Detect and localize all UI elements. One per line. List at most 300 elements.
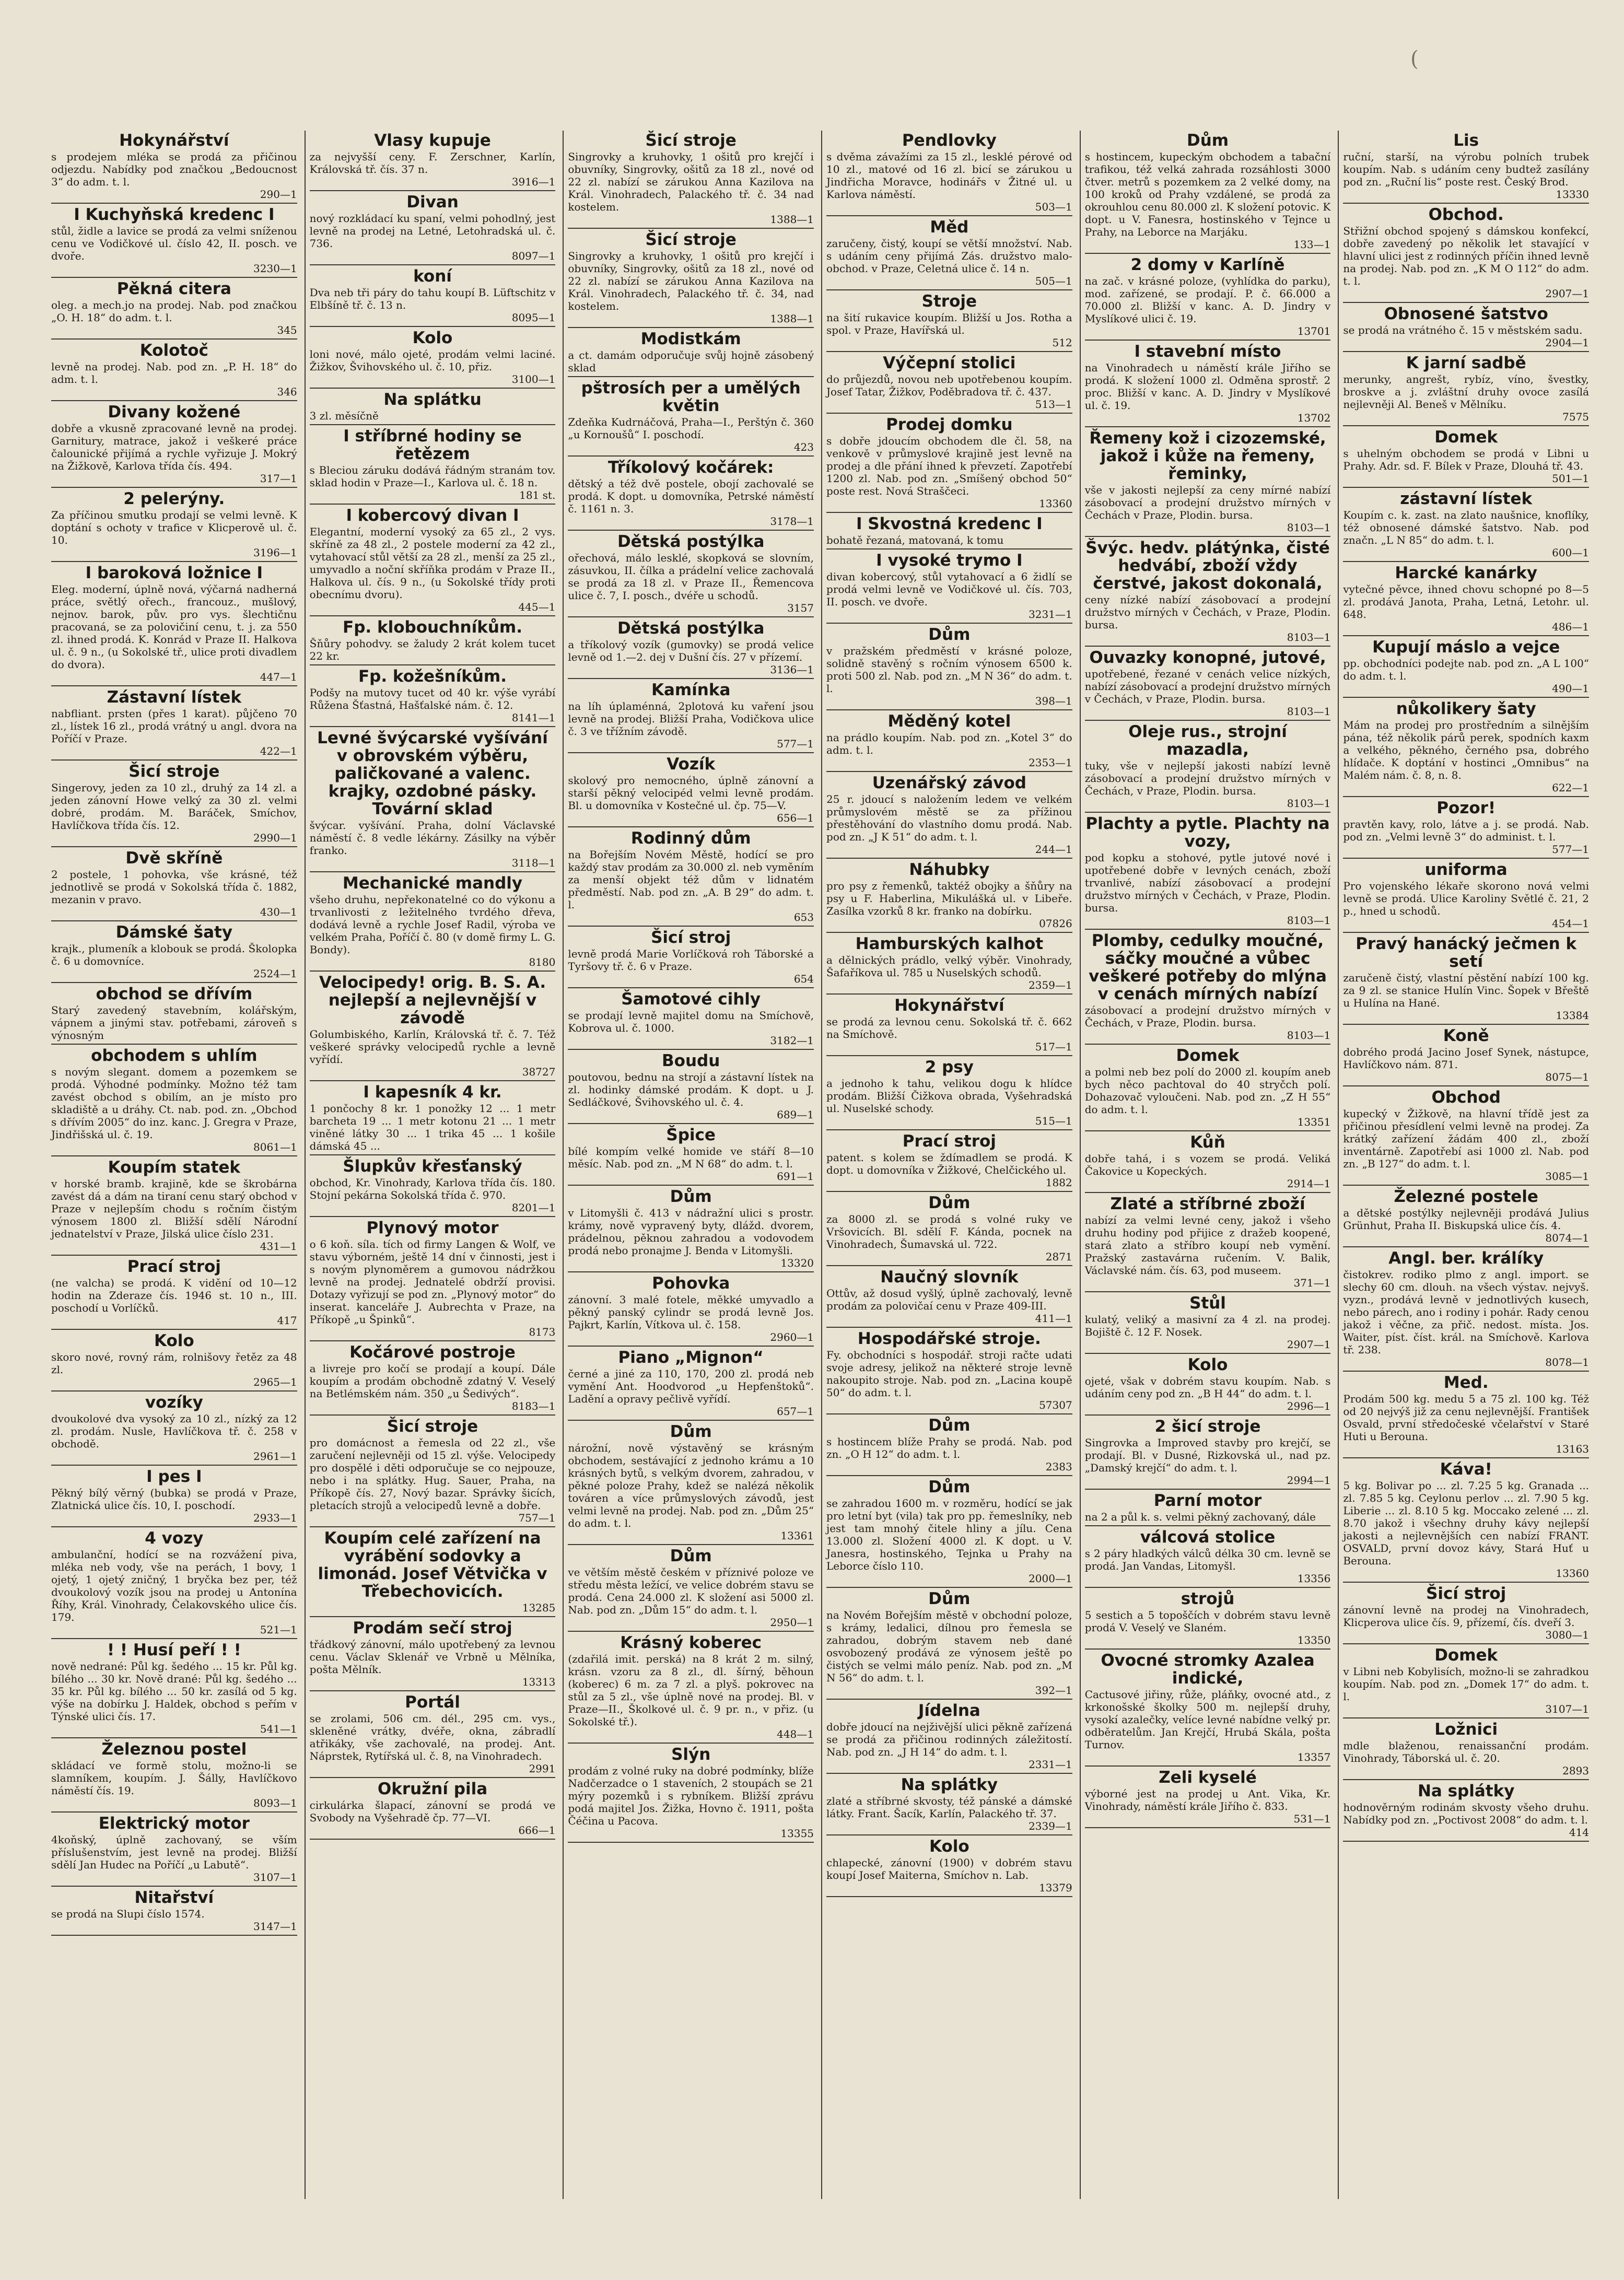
- ad-code: 445—1: [518, 601, 556, 613]
- ad-text: merunky, angrešt, rybíz, víno, švestky, broskve a j. zvláštní druhy ovoce zasílá nejlevněji Al. Beneš v Mělníku.: [1343, 373, 1590, 411]
- classified-ad: [568, 533, 814, 617]
- ad-text: zlaté a stříbrné skvosty, též pánské a dámské látky. Frant. Šacík, Karlín, Palackého tř. 37.: [826, 1795, 1072, 1820]
- ad-heading: Boudu: [662, 1051, 720, 1070]
- classified-ad: [1343, 305, 1589, 352]
- ad-code: 417: [277, 1314, 297, 1327]
- ad-heading: Řemeny kož i cizozemské, jakož i kůže na řemeny, řeminky,: [1089, 429, 1326, 483]
- ad-code: 13313: [522, 1676, 556, 1688]
- ad-column-3: [563, 131, 818, 2199]
- ad-code: 447—1: [260, 671, 297, 683]
- ad-code: 8075—1: [1545, 1071, 1590, 1083]
- ad-heading: Šicí stroje: [645, 131, 737, 150]
- classified-ad: [826, 1702, 1072, 1774]
- ad-code: 2331—1: [1029, 1758, 1072, 1771]
- ad-code: 13361: [780, 1529, 814, 1542]
- ad-heading: válcová stolice: [1140, 1528, 1276, 1547]
- ad-heading: Šicí stroj: [1426, 1584, 1506, 1603]
- ad-heading: Plachty a pytle. Plachty na vozy,: [1085, 814, 1330, 851]
- ad-text: Zdeňka Kudrnáčová, Praha—I., Perštýn č. 360 „u Kornoušů“ I. poschodí.: [568, 416, 814, 441]
- ad-text: (ne valcha) se prodá. K vidění od 10—12 hodin na Zderaze čís. 1946 st. 10 n., III. poschodí u Vorlíčků.: [51, 1277, 297, 1314]
- ad-code: 13356: [1297, 1572, 1331, 1585]
- ad-heading: Pozor!: [1436, 799, 1496, 817]
- ad-heading: K jarní sadbě: [1406, 354, 1526, 372]
- classified-ad: [51, 206, 297, 278]
- ad-heading: Harcké kanárky: [1395, 564, 1538, 582]
- classified-ad: [1343, 799, 1589, 859]
- ad-text: černé a jiné za 110, 170, 200 zl. prodá neb vymění Ant. Hoodvorod „u Hepfenštoků“. Ladění a opravy pečlivě vyřídí.: [568, 1367, 814, 1405]
- ad-code: 653: [793, 911, 814, 923]
- classified-ad: [826, 1478, 1072, 1588]
- ad-text: prodám z volné ruky na dobré podmínky, blíže Nadčerzadce o 1 staveních, 2 stoupách se 21 mýry pozemků i s rybníkem. Bližší zprávu podá majitel Jos. Žižka, Hovno č. 1911, pošta Čéčina u Pacova.: [568, 1764, 814, 1827]
- ad-heading: Dámské šaty: [115, 923, 233, 942]
- ad-text: v horské bramb. krajině, kde se škrobárna zavést dá a dám na tiraní cenu starý obchod v Praze v nejlepším chodu s ročním čistým výnosem 1800 zl. Bližší sdělí Národní jednatelství v Praze, Jilská ulice číslo 231.: [51, 1177, 297, 1240]
- ad-text: nově nedrané: Půl kg. šedého ... 15 kr. Půl kg. bílého ... 30 kr. Nově drané: Půl kg. šedého ... 35 kr. Půl kg. bílého ... 50 kr. zasílá od 5 kg. výše na dobírku J. Haldek, obchod s peřím v Týnské ulici čís. 17.: [51, 1660, 297, 1723]
- ad-heading: Plynový motor: [366, 1219, 499, 1237]
- classified-ad: [568, 1052, 814, 1124]
- ad-text: dobře tahá, i s vozem se prodá. Veliká Čakovice u Kopeckých.: [1084, 1152, 1331, 1177]
- ad-code: 2994—1: [1287, 1474, 1331, 1487]
- ad-text: na Bořejším Novém Městě, hodící se pro každý stav prodám za 30.000 zl. neb vyměním za menší objekt též dům v lidnatém předměstí. Nab. pod zn. „A. B 29“ do adm. t. l.: [568, 848, 814, 911]
- ad-text: s Bleciou záruku dodává řádným stranám tov. sklad hodin v Praze—I., Karlova ul. č. 18 n.: [309, 464, 556, 489]
- ad-text: Koupím c. k. zast. na zlato naušnice, knoflíky, též obnosené dámské šatstvo. Nab. pod značn. „L N 85“ do adm. t. l.: [1343, 509, 1590, 546]
- ad-code: 3182—1: [770, 1034, 814, 1047]
- classified-ad: [51, 923, 297, 983]
- ad-heading: Vozík: [667, 755, 716, 774]
- ad-code: 3080—1: [1545, 1629, 1590, 1641]
- ad-text: pro domácnost a řemesla od 22 zl., vše zaručení nejlevněji od 15 zl. výše. Velocipedy pro dospělé i děti odporučuje se co nejpouze, nebo i na splátky. Hug. Sauer, Praha, na Příkopě čís. 27, Nový bazar. Správky šicích, pletacích strojů a velocipedů levně a dobře.: [309, 1436, 556, 1512]
- page-mark: (: [1410, 47, 1419, 71]
- classified-ad: [51, 763, 297, 847]
- ad-text: čistokrev. rodiko plmo z angl. import. se slechy 60 cm. dlouh. na všech výstav. nejvyš. vyzn., prodává levně v jednotlivých kusech, nebo párech, ano i rodiny i pohár. Rady cenou jakož i věčne, za přič. nedost. místa. Jos. Waiter, píst. číst. král. na Smíchově. Karlova tř. 238.: [1343, 1268, 1590, 1356]
- ad-code: 07826: [1039, 917, 1072, 930]
- ad-heading: 2 psy: [925, 1058, 974, 1077]
- ad-text: Fy. obchodníci s hospodář. stroji račte udati svoje adresy, jelikož na některé stroje levně nakoupito stroje. Nab. pod zn. „Lacina koupě 50“ do adm. t. l.: [826, 1349, 1072, 1399]
- ad-heading: Hospodářské stroje.: [857, 1329, 1041, 1348]
- ad-text: dobře a vkusně zpracované levně na prodej. Garnitury, matrace, jakož i veškeré práce čalounické přijímá a rychle vyřizuje J. Mokrý na Žižkově, Karlova třída čís. 494.: [51, 422, 297, 472]
- classified-ad: [826, 1058, 1072, 1130]
- ad-code: 8183—1: [511, 1400, 556, 1412]
- classified-ad: [51, 1159, 297, 1256]
- ad-text: Eleg. moderní, úplně nová, výčarná nadherná práce, světlý ořech., francouz., mušlový, nejnov. barok, pův. pro vys. šlechtičnu pracovaná, se za polovičiní cenu, t. j. za 550 zl. ihned prodá. K. Konrád v Praze II. Halkova ul. č. 9 n., (u Sokolské tř., ulice proti divadlem do dvora).: [51, 583, 297, 671]
- ad-heading: Pohovka: [652, 1274, 730, 1293]
- classified-ad: [1085, 256, 1331, 341]
- ad-heading: Koupím statek: [108, 1158, 241, 1177]
- ad-code: 8103—1: [1287, 631, 1331, 644]
- ad-heading: Slýn: [671, 1745, 711, 1764]
- classified-ad: [51, 490, 297, 562]
- ad-code: 392—1: [1035, 1684, 1072, 1697]
- ad-code: 8201—1: [511, 1201, 556, 1214]
- ad-text: ojeté, však v dobrém stavu koupím. Nab. s udáním ceny pod zn. „B H 44“ do adm. t. l.: [1084, 1375, 1331, 1400]
- ad-heading: I pes I: [146, 1467, 202, 1486]
- ad-heading: Dům: [928, 1416, 971, 1435]
- classified-ad: [310, 974, 556, 1081]
- ad-code: 486—1: [1552, 621, 1590, 633]
- ad-heading: nůkolikery šaty: [1396, 699, 1536, 718]
- ad-text: skoro nové, rovný rám, rolnišovy řetěz za 48 zl.: [51, 1351, 297, 1376]
- ad-text: se prodá na vrátného č. 15 v městském sadu.: [1343, 324, 1583, 336]
- ad-heading: Dům: [670, 1422, 712, 1441]
- classified-ad: [568, 132, 814, 229]
- ad-heading: uniforma: [1424, 860, 1508, 879]
- ad-text: na prádlo koupím. Nab. pod zn. „Kotel 3“ do adm. t. l.: [826, 731, 1072, 756]
- ad-text: hodnověrným rodinám skvosty všeho druhu. Nabídky pod zn. „Poctivost 2008“ do adm. t. l.: [1343, 1801, 1590, 1826]
- ad-text: třádkový zánovní, málo upotřebený za levnou cenu. Václav Sklenář ve Vrbně u Mělníka, pošta Mělník.: [309, 1638, 556, 1676]
- classified-ad: [51, 1047, 297, 1156]
- ad-text: s novým slegant. domem a pozemkem se prodá. Výhodné podmínky. Možno též tam zavést obchod s obilím, an je místo pro skladiště a u dráhy. Ct. nab. pod. zn. „Obchod s dřívím 2005“ do inz. kanc. J. Gregra v Praze, Jindřišská ul. č. 19.: [51, 1066, 297, 1141]
- classified-ads-page: [47, 131, 1593, 2199]
- ad-text: do průjezdů, novou neb upotřebenou koupím. Josef Tatar, Žižkov, Poděbradova tř. č. 437.: [826, 373, 1072, 398]
- classified-ad: [310, 874, 556, 972]
- ad-text: bohatě řezaná, matovaná, k tomu: [826, 534, 1004, 546]
- ad-text: se prodá na Slupi číslo 1574.: [51, 1908, 205, 1920]
- ad-heading: obchod se dřívím: [96, 985, 253, 1003]
- ad-code: 8103—1: [1287, 1029, 1331, 1042]
- classified-ad: [310, 267, 556, 327]
- ad-code: 345: [277, 324, 297, 336]
- ad-heading: Pendlovky: [902, 131, 997, 150]
- ad-text: Singrovky a kruhovky, 1 ošitů pro krejčí i obuvníky, Singrovky, ošitů za 18 zl., nové od 22 zl. nabízí se zárukou Anna Kazilova na Král. Vinohradech, Palackého tř. č. 34 nad kostelem.: [568, 150, 814, 213]
- ad-code: 657—1: [777, 1405, 814, 1418]
- ad-heading: strojů: [1181, 1589, 1235, 1608]
- ad-text: zásobovací a prodejní družstvo mírných v Čechách, v Praze, Plodin. bursa.: [1084, 1004, 1331, 1029]
- classified-ad: [310, 1343, 556, 1416]
- ad-text: Cactusové jiřiny, růže, pláňky, ovocné atd., z krkonošské školky 500 m. nejlepší druhy, vysokí azalečky, velíce levné nabídne velký pr. odběratelům. Jan Krejčí, Hrubá Skála, pošta Turnov.: [1084, 1688, 1331, 1751]
- ad-heading: Měděný kotel: [887, 712, 1011, 731]
- ad-code: 8103—1: [1287, 521, 1331, 534]
- ad-heading: Dům: [670, 1547, 712, 1565]
- classified-ad: [310, 507, 556, 616]
- ad-code: 423: [793, 441, 814, 453]
- classified-ad: [826, 515, 1072, 549]
- ad-text: na líh úplaménná, 2plotová ku vaření jsou levně na prodej. Bližší Praha, Vodičkova ulice č. 3 ve třížním závodě.: [568, 700, 814, 738]
- ad-heading: I kapesník 4 kr.: [363, 1083, 502, 1102]
- classified-ad: [310, 329, 556, 389]
- classified-ad: [1343, 935, 1589, 1025]
- classified-ad: [826, 1330, 1072, 1414]
- ad-code: 2000—1: [1029, 1572, 1072, 1585]
- classified-ad: [310, 193, 556, 265]
- classified-ad: [51, 1529, 297, 1639]
- ad-text: na Vinohradech u náměstí krále Jiřího se prodá. K složení 1000 zl. Odměna sprostř. 2 proc. Bližší v kanc. A. D. Jindry v Myslíkové ul. č. 19.: [1084, 361, 1331, 412]
- classified-ad: [826, 293, 1072, 352]
- classified-ad: [1343, 428, 1589, 488]
- ad-heading: I stavební místo: [1134, 342, 1281, 361]
- ad-text: levně na prodej. Nab. pod zn. „P. H. 18“ do adm. t. l.: [51, 360, 297, 385]
- ad-code: 13330: [1556, 188, 1590, 201]
- classified-ad: [1343, 1721, 1589, 1780]
- ad-heading: Hokynářství: [894, 996, 1004, 1015]
- ad-heading: Pravý hanácký ječmen k setí: [1356, 934, 1577, 971]
- ad-text: nárožní, nově výstavěný se krásným obchodem, sestávající z jednoho krámu a 10 krásných bytů, s velkým dvorem, zahradou, v pěkné poloze Prahy, kdež se nalézá několik továren a více průmyslových závodů, jest velmi levně na prodej. Nab. pod zn. „Dům 25“ do adm. t. l.: [568, 1442, 814, 1529]
- ad-code: 422—1: [260, 745, 297, 757]
- ad-text: s dobře jdoucím obchodem dle čl. 58, na venkově v průmyslové krajině jest levně na prodej a dle přání ihned k převzetí. Zapotřebí 1200 zl. Nab. pod zn. „Smíšený obchod 50“ poste rest. Nová Straščeci.: [826, 435, 1072, 497]
- ad-code: 8078—1: [1545, 1356, 1590, 1369]
- ad-heading: zástavní lístek: [1400, 489, 1533, 508]
- ad-text: vytečné pěvce, ihned chovu schopné po 8—5 zl. prodává Janota, Praha, Letná, Letohr. ul. 648.: [1343, 583, 1590, 621]
- ad-code: 541—1: [260, 1723, 297, 1735]
- ad-heading: I vysoké trymo I: [876, 551, 1023, 570]
- ad-code: 398—1: [1035, 695, 1072, 707]
- classified-ad: [310, 132, 556, 191]
- ad-text: se zahradou 1600 m. v rozměru, hodící se jak pro letní byt (vila) tak pro pp. řemeslníky, neb jest tam mnohý čitele hliny a jílu. Cena 13.000 zl. Složení 4000 zl. K dopt. u V. Janesra, hostinského, Tejnka u Prahy na Leborce číslo 110.: [826, 1497, 1072, 1572]
- classified-ad: [310, 427, 556, 505]
- ad-text: 3 zl. měsíčně: [309, 410, 379, 422]
- classified-ad: [826, 1838, 1072, 1897]
- classified-ad: [568, 1634, 814, 1744]
- ad-code: 505—1: [1035, 275, 1072, 287]
- ad-code: 2353—1: [1029, 756, 1072, 769]
- ad-heading: Kupují máslo a vejce: [1372, 638, 1560, 657]
- ad-text: 5 kg. Bolivar po ... zl. 7.25 5 kg. Granada ... zl. 7.85 5 kg. Ceylonu perlov ... zl. 7.90 5 kg. Liberie ... zl. 8.10 5 kg. Moccako zelené ... zl. 8.70 jakož i všechny druhy kávy nejlepší jakosti a nejlevnějších cen nabízí FRANT. OSVALD, první dovoz kávy, Stará Huť u Berouna.: [1343, 1479, 1590, 1567]
- classified-ad: [1085, 429, 1331, 537]
- ad-text: Ottův, až dosud vyšlý, úplně zachovalý, levně prodám za polovičaí cenu v Praze 409-III.: [826, 1287, 1072, 1312]
- classified-ad: [1085, 932, 1331, 1045]
- ad-text: v Litomyšli č. 413 v nádražní ulici s prostr. krámy, nově vypravený byty, dlážd. dvorem, prádelnou, pěknou zahradou a vodovodem prodá nebo pronajme J. Benda v Litomyšli.: [568, 1207, 814, 1257]
- classified-ad: [310, 668, 556, 727]
- ad-code: 2907—1: [1545, 287, 1590, 300]
- ad-code: 3916—1: [511, 176, 556, 188]
- classified-ad: [826, 1776, 1072, 1835]
- ad-code: 448—1: [777, 1728, 814, 1740]
- ad-heading: Na splátku: [383, 390, 482, 409]
- ad-code: 2524—1: [253, 967, 297, 980]
- ad-text: 1 pončochy 8 kr. 1 ponožky 12 ... 1 metr barcheta 19 ... 1 metr kotonu 21 ... 1 metr viněné látky 30 ... 1 trika 45 ... 1 košile dámská 45 ...: [309, 1102, 556, 1152]
- ad-code: 8103—1: [1287, 914, 1331, 927]
- ad-heading: Med.: [1443, 1373, 1489, 1392]
- ad-text: Podšy na mutovy tucet od 40 kr. výše vyrábí Růžena Šťastná, Hašťalské nám. č. 12.: [309, 686, 556, 711]
- ad-code: 430—1: [260, 906, 297, 918]
- ad-code: 515—1: [1035, 1115, 1072, 1127]
- classified-ad: [568, 1275, 814, 1347]
- ad-text: s hostincem, kupeckým obchodem a tabační trafikou, též velká zahrada rozsáhlosti 3000 čtver. metrů s pozemkem za 2 velké domy, na 100 kroků od Prahy vzdálené, se prodá za okrouhlou cenu 80.000 zl. K složení potovic. K dopt. u V. Fanesra, hostinského v Tejnce u Prahy, na Leborce na Marjáku.: [1084, 150, 1331, 238]
- ad-heading: 2 šicí stroje: [1154, 1417, 1261, 1436]
- ad-heading: 2 domy v Karlíně: [1130, 255, 1285, 274]
- ad-column-1: [47, 131, 301, 2199]
- classified-ad: [310, 391, 556, 425]
- ad-heading: Kůň: [1190, 1133, 1225, 1152]
- classified-ad: [51, 1641, 297, 1738]
- classified-ad: [1343, 1027, 1589, 1086]
- classified-ad: [568, 619, 814, 679]
- ad-text: kulatý, veliký a masivní za 4 zl. na prodej. Bojiště č. 12 F. Nosek.: [1084, 1313, 1331, 1338]
- classified-ad: [51, 132, 297, 204]
- ad-text: divan kobercový, stůl vytahovací a 6 židlí se prodá velmi levně ve Vodičkové ul. čís. 703, II. posch. ve dvoře.: [826, 570, 1072, 608]
- ad-code: 8097—1: [511, 250, 556, 262]
- classified-ad: [568, 681, 814, 753]
- ad-text: oleg. a mech.jo na prodej. Nab. pod značkou „O. H. 18“ do adm. t. l.: [51, 299, 297, 324]
- classified-ad: [1085, 1133, 1331, 1193]
- ad-heading: Krásný koberec: [620, 1633, 762, 1652]
- ad-code: 2990—1: [253, 832, 297, 844]
- ad-code: 2893: [1562, 1764, 1590, 1777]
- ad-heading: Zlaté a stříbrné zboží: [1110, 1195, 1305, 1213]
- ad-heading: Dům: [928, 1194, 971, 1212]
- ad-heading: Elektrický motor: [98, 1814, 250, 1833]
- classified-ad: [310, 1157, 556, 1217]
- classified-ad: [310, 1219, 556, 1341]
- ad-heading: Velocipedy! orig. B. S. A. nejlepší a nejlevnější v závodě: [319, 973, 546, 1027]
- ad-code: 2950—1: [770, 1616, 814, 1629]
- ad-code: 13701: [1297, 325, 1331, 337]
- ad-text: ambulanční, hodící se na rozvážení piva, mléka neb vody, vše na perách, 1 bovy, 1 ojetý, 1 ojetý zničný, 1 bryčka bez per, též dvoukolový vozík jsou na prodej u Antonína Říhy, Král. Vinohrady, Čelakovského ulice čís. 179.: [51, 1548, 297, 1623]
- ad-heading: Stůl: [1189, 1294, 1226, 1313]
- classified-ad: [1343, 700, 1589, 797]
- classified-ad: [826, 218, 1072, 290]
- ad-text: dětský a též dvě postele, obojí zachovalé se prodá. K dopt. u domovníka, Petrské náměstí č. 1161 n. 3.: [568, 477, 814, 515]
- classified-ad: [1085, 1195, 1331, 1292]
- ad-heading: Kamínka: [651, 681, 731, 699]
- ad-code: 8103—1: [1287, 797, 1331, 810]
- classified-ad: [1343, 1646, 1589, 1718]
- ad-text: 4koňský, úplně zachovaný, se vším příslušenstvím, jest levně na prodej. Bližší sdělí Jan Hudec na Poříčí „u Labutě“.: [51, 1833, 297, 1871]
- ad-code: 517—1: [1035, 1040, 1072, 1053]
- ad-heading: Obchod: [1431, 1088, 1501, 1107]
- classified-ad: [568, 929, 814, 988]
- ad-heading: vozíky: [145, 1393, 203, 1412]
- ad-text: pravtěn kavy, rolo, látve a j. se prodá. Nab. pod zn. „Velmi levně 3“ do administ. t. l.: [1343, 818, 1590, 843]
- ad-text: Elegantní, moderní vysoký za 65 zl., 2 vys. skříně za 48 zl., 2 postele moderní za 42 zl., vytahovací stůl větší za 28 zl., menší za 25 zl., umyvadlo a noční skříňka prodám v Praze II., Halkova ul. čís. 9 n., (u Sokolské třídy proti obecnímu dvoru).: [309, 525, 556, 601]
- classified-ad: [568, 1349, 814, 1421]
- ad-text: obchod, Kr. Vinohrady, Karlova třída čís. 180. Stojní pekárna Sokolská třída č. 970.: [309, 1176, 556, 1201]
- ad-code: 8180: [529, 956, 556, 968]
- ad-code: 3136—1: [770, 663, 814, 676]
- ad-heading: Prací stroj: [127, 1257, 221, 1276]
- classified-ad: [1343, 1374, 1589, 1458]
- ad-text: 25 r. jdoucí s naložením ledem ve velkém průmyslovém městě se za přížinou přestěhování do vlastního domu prodá. Nab. pod zn. „J K 51“ do adm. t. l.: [826, 793, 1072, 843]
- classified-ad: [826, 1590, 1072, 1700]
- classified-ad: [568, 1547, 814, 1632]
- ad-code: 2933—1: [253, 1512, 297, 1524]
- classified-ad: [1343, 1249, 1589, 1372]
- ad-code: 689—1: [777, 1108, 814, 1121]
- ad-code: 290—1: [260, 188, 297, 201]
- classified-ad: [51, 1740, 297, 1813]
- ad-heading: Šicí stroje: [128, 762, 220, 781]
- ad-code: 13285: [522, 1601, 556, 1614]
- classified-ad: [51, 849, 297, 921]
- ad-code: 2991: [529, 1762, 556, 1775]
- classified-ad: [568, 990, 814, 1050]
- classified-ad: [1343, 1782, 1589, 1842]
- ad-text: nabfliant. prsten (přes 1 karat). půjčeno 70 zl., lístek 16 zl., prodá vrátný u angl. dvora na Poříčí v Praze.: [51, 707, 297, 745]
- ad-text: švýcar. vyšívání. Praha, dolní Václavské náměstí č. 8 vedle lékárny. Zásilky na výběr franko.: [309, 819, 556, 857]
- classified-ad: [568, 829, 814, 927]
- ad-heading: Obnosené šatstvo: [1384, 305, 1548, 323]
- ad-text: 5 sestich a 5 topoščích v dobrém stavu levně prodá V. Veselý ve Slaném.: [1084, 1609, 1331, 1634]
- ad-heading: Švýc. hedv. plátýnka, čisté hedvábí, zboží vždy čerstvé, jakost dokonalá,: [1085, 539, 1330, 593]
- ad-heading: Fp. klobouchníkům.: [343, 618, 522, 637]
- ad-code: 8074—1: [1545, 1232, 1590, 1244]
- classified-ad: [51, 403, 297, 488]
- ad-code: 8095—1: [511, 311, 556, 324]
- ad-code: 2914—1: [1287, 1177, 1331, 1190]
- ad-code: 2339—1: [1029, 1820, 1072, 1832]
- classified-ad: [1343, 132, 1589, 204]
- classified-ad: [1085, 1652, 1331, 1767]
- ad-code: 7575: [1562, 411, 1590, 423]
- ad-heading: Dům: [928, 1478, 971, 1496]
- ad-code: 2904—1: [1545, 336, 1590, 349]
- ad-heading: Dům: [1186, 131, 1229, 150]
- ad-heading: Domek: [1434, 428, 1498, 447]
- ad-heading: Uzenářský závod: [872, 774, 1026, 792]
- classified-ad: [51, 342, 297, 401]
- ad-text: Střižní obchod spojený s dámskou konfekcí, dobře zavedený po několik let stavající v hlavní ulici jest z rodinných příčin ihned levně na prodej. Nab. pod zn. „K M O 112“ do adm. t. l.: [1343, 225, 1590, 287]
- ad-code: 3147—1: [253, 1920, 297, 1933]
- ad-heading: Dětská postýlka: [617, 619, 765, 638]
- ad-heading: Kočárové postroje: [349, 1343, 516, 1362]
- ad-code: 3107—1: [1545, 1703, 1590, 1715]
- ad-text: dobře jdoucí na nejživější ulici pěkně zařízená se prodá za přičinou rodinných záležitostí. Nab. pod zn. „J H 14“ do adm. t. l.: [826, 1721, 1072, 1758]
- ad-text: cirkulárka šlapací, zánovní se prodá ve Svobody na Vyšehradě čp. 77—VI.: [309, 1799, 556, 1824]
- ad-code: 512: [1052, 336, 1072, 349]
- ad-code: 431—1: [260, 1240, 297, 1253]
- ad-text: se zrolami, 506 cm. dél., 295 cm. vys., skleněné vrátky, dvéře, okna, zábradlí atřikáky, vše zachovalé, na prodej. Ant. Náprstek, Rytířská ul. č. 8, na Vinohradech.: [309, 1712, 556, 1762]
- ad-text: s dvěma závažími za 15 zl., lesklé pérové od 10 zl., matové od 16 zl. bicí se zárukou u Jindřicha Moravce, hodinářs v Žitné ul. u Karlova náměstí.: [826, 150, 1072, 201]
- ad-code: 622—1: [1552, 781, 1590, 794]
- ad-heading: ! ! Husí peří ! !: [107, 1641, 241, 1659]
- ad-code: 600—1: [1552, 546, 1590, 559]
- ad-code: 8173: [529, 1326, 556, 1338]
- ad-code: 3231—1: [1029, 608, 1072, 621]
- ad-text: nový rozkládací ku spaní, velmi pohodlný, jest levně na prodej na Letné, Letohradská ul. č. 736.: [309, 212, 556, 250]
- classified-ad: [51, 1258, 297, 1330]
- classified-ad: [1085, 539, 1331, 647]
- ad-code: 521—1: [260, 1623, 297, 1636]
- ad-text: patent. s kolem se ždímadlem se prodá. K dopt. u domovníka v Žižkové, Chelčického ul.: [826, 1151, 1072, 1176]
- classified-ad: [1085, 132, 1331, 254]
- ad-heading: Železnou postel: [101, 1740, 247, 1759]
- ad-code: 577—1: [777, 738, 814, 750]
- classified-ad: [1343, 206, 1589, 303]
- classified-ad: [310, 1693, 556, 1778]
- classified-ad: [310, 1418, 556, 1527]
- classified-ad: [826, 774, 1072, 859]
- ad-text: se prodá za levnou cenu. Sokolská tř. č. 662 na Smíchově.: [826, 1015, 1072, 1040]
- ad-code: 3157: [787, 602, 814, 614]
- classified-ad: [310, 1619, 556, 1691]
- ad-code: 371—1: [1293, 1277, 1331, 1289]
- ad-code: 2871: [1045, 1250, 1072, 1263]
- ad-code: 13320: [780, 1257, 814, 1269]
- ad-heading: Mechanické mandly: [342, 874, 523, 893]
- classified-ad: [1085, 1356, 1331, 1416]
- ad-text: poutovou, bednu na strojí a zástavní lístek na zl. hodinky dámské prodám. K dopt. u J. Sedláčkové, Švihovského ul. č. 4.: [568, 1071, 814, 1108]
- ad-text: chlapecké, zánovní (1900) v dobrém stavu koupí Josef Maiterna, Smíchov n. Lab.: [826, 1856, 1072, 1881]
- classified-ad: [1343, 861, 1589, 933]
- ad-code: 501—1: [1552, 472, 1590, 485]
- ad-text: Šňůry pohodvy. se žaludy 2 krát kolem tucet 22 kr.: [309, 637, 556, 662]
- classified-ad: [1085, 1047, 1331, 1131]
- ad-text: upotřebené, řezané v cenách velice nízkých, nabízí zásobovací a prodejní družstvo mírných v Čechách, v Praze, Plodin. bursa.: [1084, 668, 1331, 705]
- ad-code: 38727: [522, 1066, 556, 1078]
- ad-code: 3178—1: [770, 515, 814, 528]
- ad-text: ve větším městě českém v příznivé poloze ve středu města ležící, ve velice dobrém stavu se prodá. Cena 24.000 zl. K složení asi 5000 zl. Nab. pod zn. „Dům 15“ do adm. t. l.: [568, 1566, 814, 1616]
- ad-text: tuky, vše v nejlepší jakosti nabízí levně zásobovací a prodejní družstvo mírných v Čechách, v Praze, Plodin. bursa.: [1084, 759, 1331, 797]
- ad-heading: Hokynářství: [119, 131, 229, 150]
- ad-text: Starý zavedený stavebním, kolářským, vápnem a jinými stav. potřebami, zároveň s výnosným: [51, 1004, 297, 1042]
- ad-heading: Plomby, cedulky moučné, sáčky moučné a vůbec veškeré potřeby do mlýna v cenách mírných nabízí: [1089, 931, 1327, 1003]
- ad-text: Singrovka a Improved stavby pro krejčí, se prodají. Bl. v Dusné, Rizkovská ul., nad pz. „Damský krejčí“ do adm. t. l.: [1084, 1436, 1331, 1474]
- ad-text: levně prodá Marie Vorlíčková roh Táborské a Tyršovy tř. č. 6 v Praze.: [568, 948, 814, 973]
- ad-text: v pražském předměstí v krásné poloze, solidně stavěný s ročním výnosem 6500 k. proti 500 zl. Nab. pod zn. „M N 36“ do adm. t. l.: [826, 645, 1072, 695]
- ad-heading: Jídelna: [918, 1701, 980, 1720]
- ad-heading: Oleje rus., strojní mazadla,: [1128, 722, 1287, 759]
- ad-text: zaručeně čistý, vlastní pěstění nabízí 100 kg. za 9 zl. se stanice Hulín Vinc. Šopek v Břeště u Hulína na Hané.: [1343, 972, 1590, 1009]
- ad-heading: Rodinný dům: [630, 829, 751, 848]
- ad-heading: Železné postele: [1394, 1187, 1538, 1206]
